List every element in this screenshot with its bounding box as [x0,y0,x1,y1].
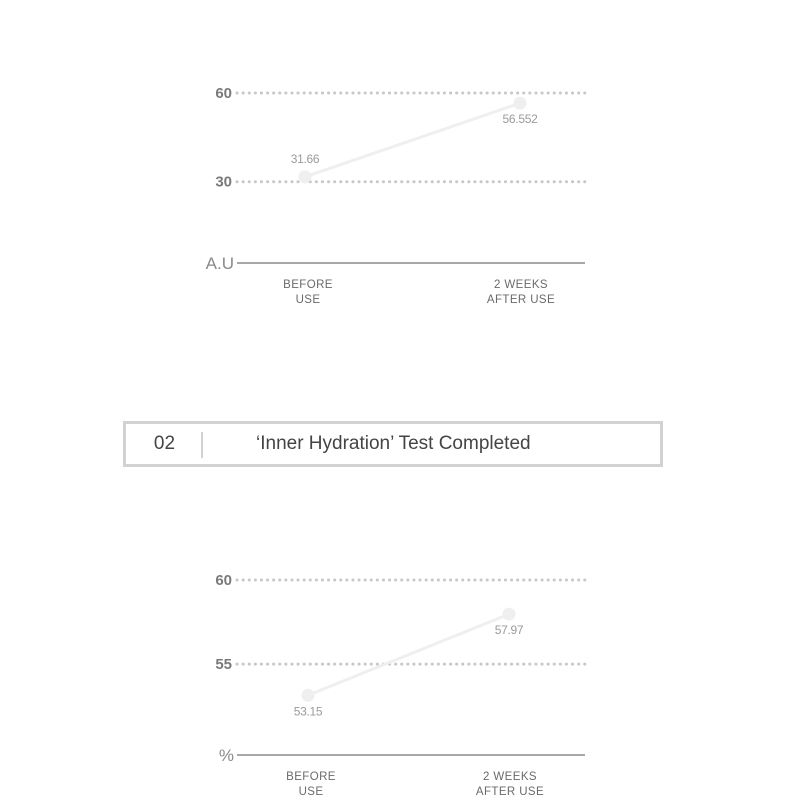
section-divider [201,432,203,458]
value-label-2: 57.97 [494,623,524,638]
data-point-2 [514,97,527,110]
series-line [308,614,509,695]
value-label-2: 56.552 [502,112,538,127]
unit-label: % [218,746,234,765]
chart-percent [0,490,800,800]
unit-label: A.U [205,254,234,273]
value-label-1: 53.15 [293,704,323,719]
y-tick-label-30: 30 [215,173,232,191]
chart-percent-svg [0,490,800,800]
y-tick-label-60: 60 [215,85,232,102]
category-label-1: BEFORE USE [283,279,333,306]
category-label-2: 2 WEEKS AFTER USE [486,279,556,306]
value-label-1: 31.66 [290,151,320,166]
data-point-2 [503,608,516,621]
series-line [305,103,520,177]
category-label-2: 2 WEEKS AFTER USE [475,771,545,798]
section-title: ‘Inner Hydration’ Test Completed [256,433,531,454]
y-tick-label-60: 60 [215,572,232,589]
data-point-1 [302,689,315,702]
category-label-1: BEFORE USE [286,771,336,798]
section-header [123,421,663,467]
data-point-1 [299,170,312,183]
chart-au-svg [0,0,800,320]
chart-au [0,0,800,320]
section-number: 02 [153,433,176,454]
y-tick-label-55: 55 [215,656,232,674]
